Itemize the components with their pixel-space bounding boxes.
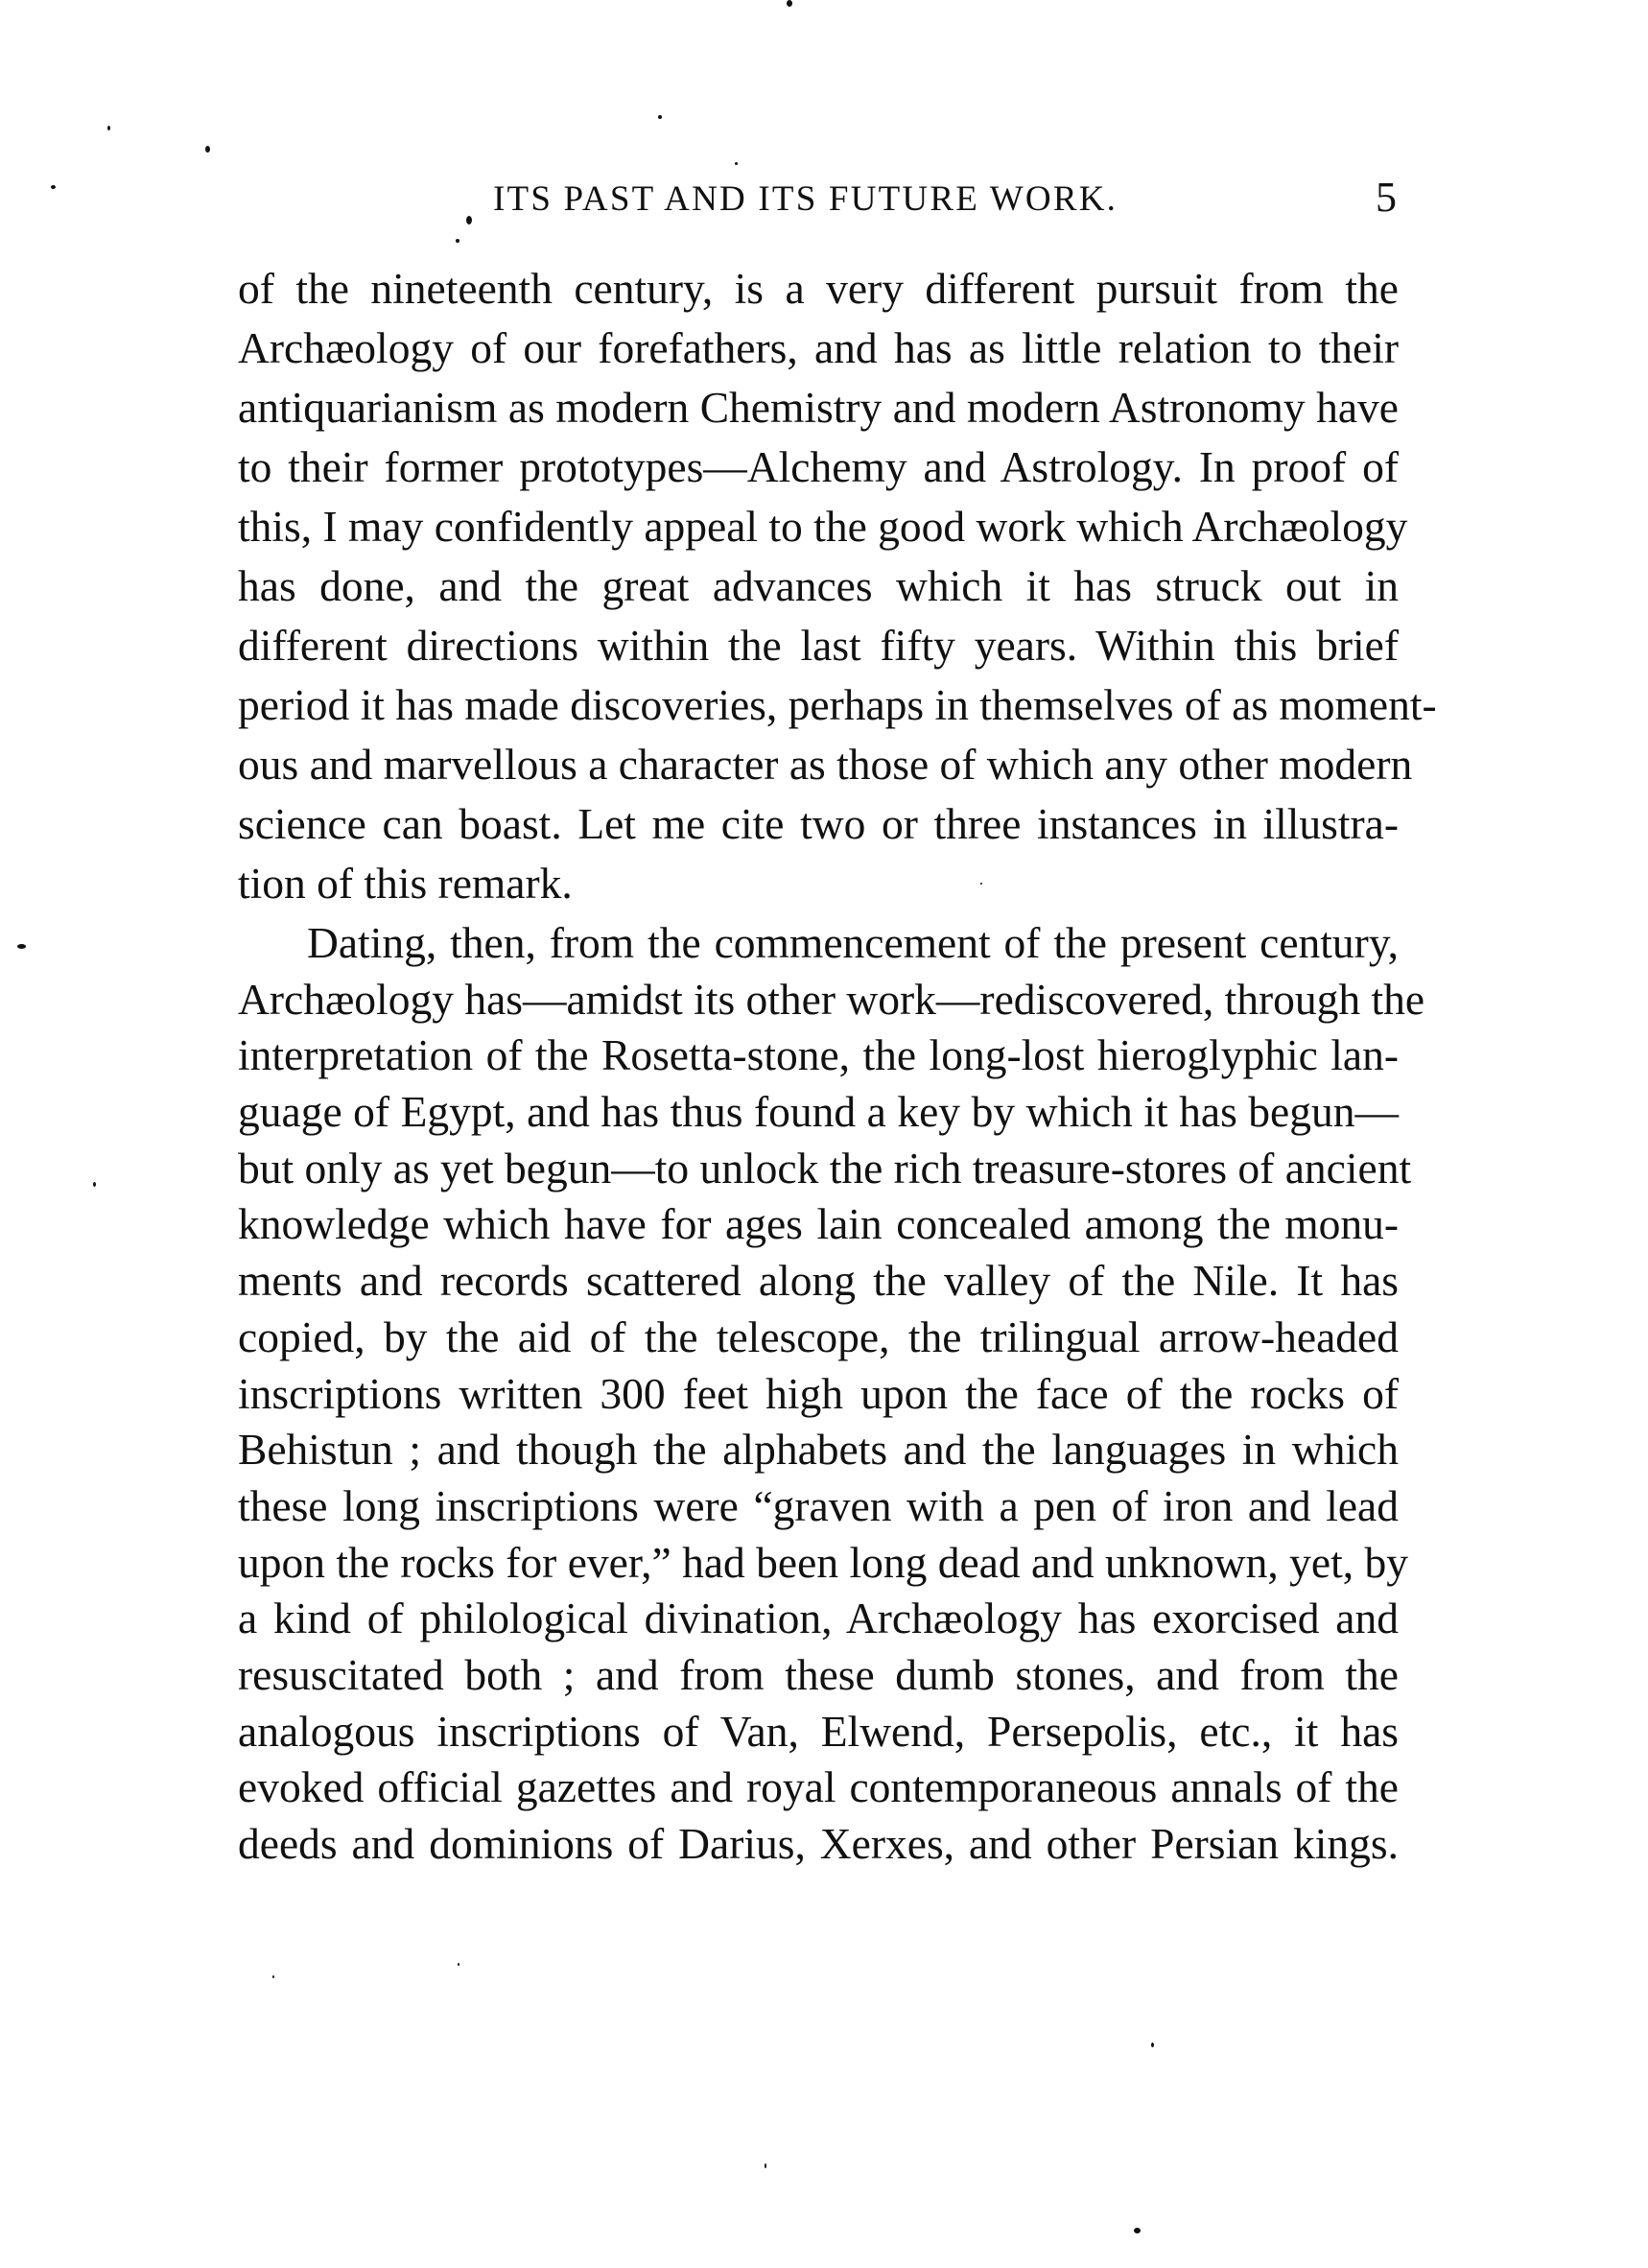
scan-speck xyxy=(272,1975,274,1978)
text-line: science can boast. Let me cite two or three instances in illustra- xyxy=(238,799,1399,848)
text-line: resuscitated both ; and from these dumb stones, and from the xyxy=(238,1649,1399,1699)
text-line: tion of this remark. xyxy=(238,859,573,908)
scan-speck xyxy=(735,162,738,165)
paragraph xyxy=(238,915,1425,1873)
text-line: ous and marvellous a character as those of which any other modern xyxy=(238,740,1413,789)
scan-speck xyxy=(1151,2043,1154,2047)
text-line: upon the rocks for ever,” had been long dead and unknown, yet, by xyxy=(238,1537,1408,1587)
text-line: inscriptions written 300 feet high upon the face of the rocks of xyxy=(238,1368,1399,1418)
body-text xyxy=(238,259,1437,1873)
text-line: Archæology of our forefathers, and has as little relation to their xyxy=(238,323,1399,372)
text-line: Archæology has—amidst its other work—rediscovered, through the xyxy=(238,974,1425,1024)
text-line: ments and records scattered along the valley of the Nile. It has xyxy=(238,1256,1399,1306)
text-line: Behistun ; and though the alphabets and the languages in which xyxy=(238,1425,1399,1475)
text-line: has done, and the great advances which it has struck out in xyxy=(238,561,1399,610)
scan-speck xyxy=(51,185,56,189)
text-line: of the nineteenth century, is a very different pursuit from the xyxy=(238,264,1399,313)
scan-speck xyxy=(205,146,210,153)
text-line: these long inscriptions were “graven with a pen of iron and lead xyxy=(238,1480,1399,1530)
text-line: a kind of philological divination, Archæology has exorcised and xyxy=(238,1594,1399,1643)
scan-speck xyxy=(93,1182,96,1187)
text-line: Dating, then, from the commencement of the present century, xyxy=(307,918,1399,967)
text-line: evoked official gazettes and royal contemporaneous annals of the xyxy=(238,1762,1399,1812)
text-line: guage of Egypt, and has thus found a key by which it has begun— xyxy=(238,1087,1399,1137)
text-line: copied, by the aid of the telescope, the trilingual arrow-headed xyxy=(238,1311,1399,1361)
paragraph xyxy=(238,259,1437,913)
page-number: 5 xyxy=(1376,174,1397,221)
text-line: interpretation of the Rosetta-stone, the long-lost hieroglyphic lan- xyxy=(238,1030,1399,1080)
text-line: analogous inscriptions of Van, Elwend, Persepolis, etc., it has xyxy=(238,1706,1399,1756)
text-line: different directions within the last fifty years. Within this brief xyxy=(238,621,1399,670)
scan-speck xyxy=(658,115,662,119)
text-line: period it has made discoveries, perhaps in themselves of as moment- xyxy=(238,680,1437,729)
text-line: to their former prototypes—Alchemy and Astrology. In proof of xyxy=(238,442,1399,491)
running-title: ITS PAST AND ITS FUTURE WORK. xyxy=(493,179,1118,219)
scan-speck xyxy=(765,2163,766,2168)
scan-speck xyxy=(1134,2228,1141,2233)
text-line: knowledge which have for ages lain concealed among the monu- xyxy=(238,1199,1399,1249)
text-line: deeds and dominions of Darius, Xerxes, and other Persian kings. xyxy=(238,1819,1399,1868)
scan-speck xyxy=(458,1963,459,1966)
scan-speck xyxy=(456,239,459,243)
scan-speck xyxy=(17,944,26,949)
scan-speck xyxy=(107,126,110,130)
text-line: antiquarianism as modern Chemistry and modern Astronomy have xyxy=(238,383,1399,432)
scan-speck xyxy=(787,0,792,7)
running-head xyxy=(238,174,1399,223)
text-line: but only as yet begun—to unlock the rich treasure-stores of ancient xyxy=(238,1143,1412,1193)
text-line: this, I may confidently appeal to the good work which Archæology xyxy=(238,502,1408,551)
